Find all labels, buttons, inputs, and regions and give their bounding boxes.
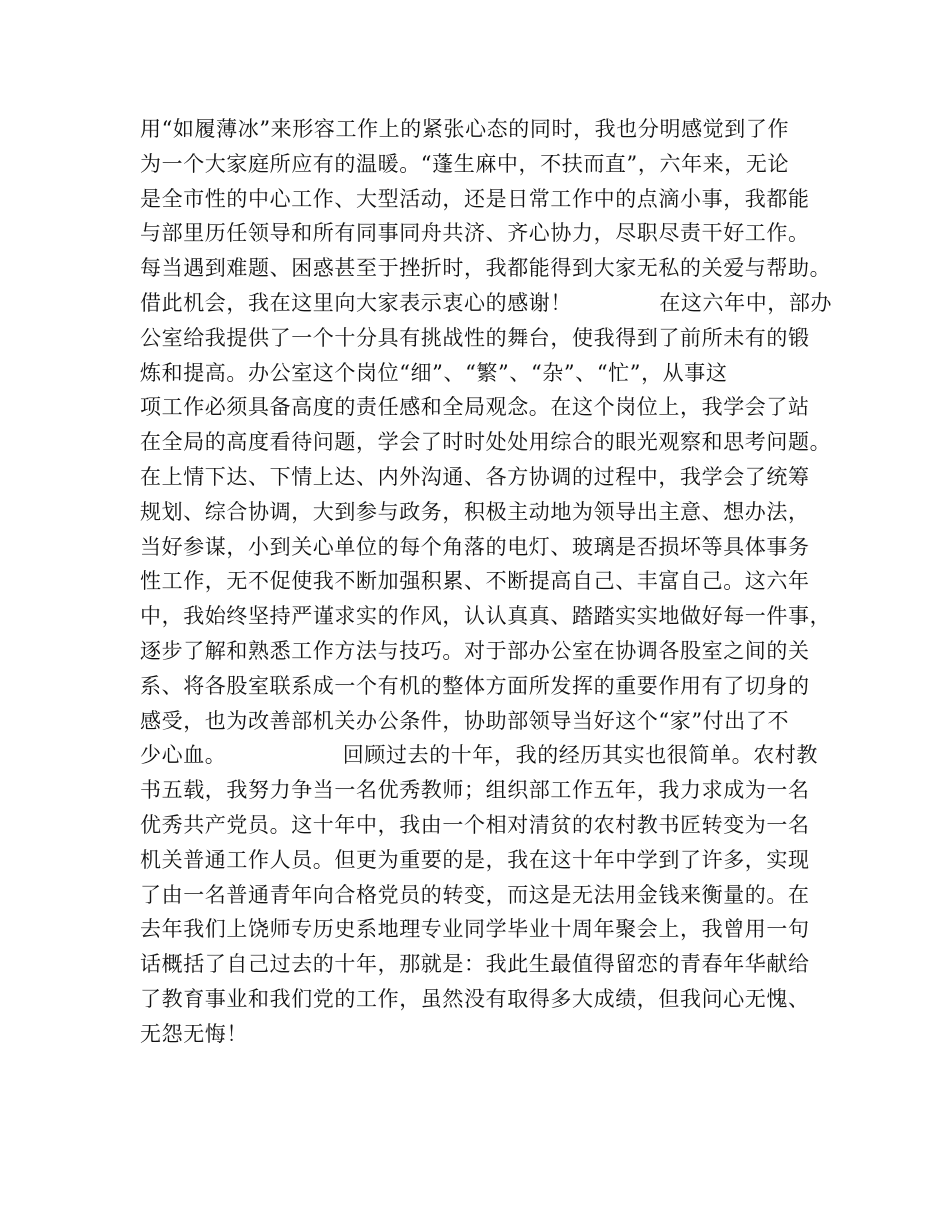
text-line: 去年我们上饶师专历史系地理专业同学毕业十周年聚会上，我曾用一句 bbox=[140, 917, 810, 942]
text-line: 系、将各股室联系成一个有机的整体方面所发挥的重要作用有了切身的 bbox=[140, 673, 810, 698]
text-line: 炼和提高。办公室这个岗位“细”、“繁”、“杂”、“忙”，从事这 bbox=[140, 360, 728, 385]
text-line: 感受，也为改善部机关办公条件，协助部领导当好这个“家”付出了不 bbox=[140, 708, 790, 733]
text-line: 话概括了自己过去的十年，那就是：我此生最值得留恋的青春年华献给 bbox=[140, 952, 810, 977]
text-line: 用“如履薄冰”来形容工作上的紧张心态的同时，我也分明感觉到了作 bbox=[140, 117, 790, 141]
text-line: 每当遇到难题、困惑甚至于挫折时，我都能得到大家无私的关爱与帮助。 bbox=[140, 256, 832, 281]
text-line: 为一个大家庭所应有的温暖。“蓬生麻中，不扶而直”，六年来，无论 bbox=[140, 151, 790, 176]
text-line: 公室给我提供了一个十分具有挑战性的舞台，使我得到了前所未有的锻 bbox=[140, 325, 810, 350]
text-line: 了教育事业和我们党的工作，虽然没有取得多大成绩，但我问心无愧、 bbox=[140, 986, 810, 1011]
text-line: 书五载，我努力争当一名优秀教师；组织部工作五年，我力求成为一名 bbox=[140, 778, 810, 803]
text-line: 了由一名普通青年向合格党员的转变，而这是无法用金钱来衡量的。在 bbox=[140, 882, 810, 907]
text-line: 在全局的高度看待问题，学会了时时处处用综合的眼光观察和思考问题。 bbox=[140, 430, 832, 455]
text-line: 与部里历任领导和所有同事同舟共济、齐心协力，尽职尽责干好工作。 bbox=[140, 221, 810, 246]
text-line: 在上情下达、下情上达、内外沟通、各方协调的过程中，我学会了统筹 bbox=[140, 464, 810, 489]
text-line: 规划、综合协调，大到参与政务，积极主动地为领导出主意、想办法， bbox=[140, 499, 810, 524]
text-line: 借此机会，我在这里向大家表示衷心的感谢！ 在这六年中，部办 bbox=[140, 290, 833, 315]
body-text bbox=[140, 112, 833, 1052]
text-line: 优秀共产党员。这十年中，我由一个相对清贫的农村教书匠转变为一名 bbox=[140, 812, 810, 837]
text-line: 中，我始终坚持严谨求实的作风，认认真真、踏踏实实地做好每一件事， bbox=[140, 604, 832, 629]
text-line: 项工作必须具备高度的责任感和全局观念。在这个岗位上，我学会了站 bbox=[140, 395, 810, 420]
text-line: 少心血。 回顾过去的十年，我的经历其实也很简单。农村教 bbox=[140, 743, 819, 768]
text-line: 无怨无悔！ bbox=[140, 1021, 248, 1046]
text-line: 逐步了解和熟悉工作方法与技巧。对于部办公室在协调各股室之间的关 bbox=[140, 638, 810, 663]
text-line: 是全市性的中心工作、大型活动，还是日常工作中的点滴小事，我都能 bbox=[140, 186, 810, 211]
text-line: 机关普通工作人员。但更为重要的是，我在这十年中学到了许多，实现 bbox=[140, 847, 810, 872]
text-line: 当好参谋，小到关心单位的每个角落的电灯、玻璃是否损坏等具体事务 bbox=[140, 534, 810, 559]
text-line: 性工作，无不促使我不断加强积累、不断提高自己、丰富自己。这六年 bbox=[140, 569, 810, 594]
